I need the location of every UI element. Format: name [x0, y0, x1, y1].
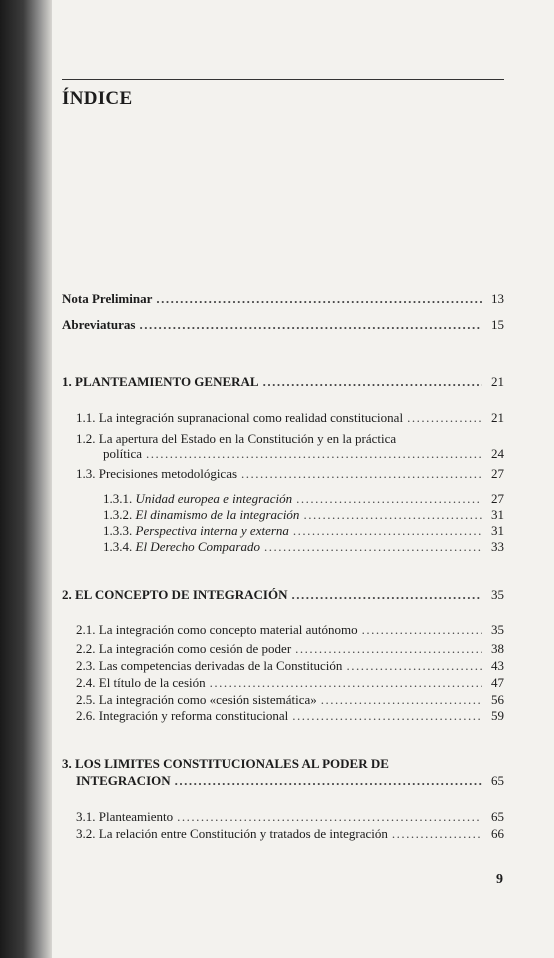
toc-entry-nota: Nota Preliminar ..... 13 [62, 291, 504, 306]
header-rule [62, 79, 504, 80]
toc-section-1-2: 1.2. La apertura del Estado en la Constitución y en la práctica [76, 431, 397, 446]
page-number: 13 [491, 291, 504, 306]
toc-subsection-1-3-3: 1.3.3. Perspectiva interna y externa ..... 31 [103, 523, 504, 538]
toc-chapter-2: 2. EL CONCEPTO DE INTEGRACIÓN ..... 35 [62, 587, 504, 602]
toc-section-2-6: 2.6. Integración y reforma constitucional ..... 59 [76, 708, 504, 723]
toc-chapter-1: 1. PLANTEAMIENTO GENERAL ..... 21 [62, 374, 504, 389]
page-folio: 9 [496, 872, 503, 887]
toc-section-1-3: 1.3. Precisiones metodológicas ..... 27 [76, 466, 504, 481]
toc-entry-abreviaturas: Abreviaturas ..... 15 [62, 317, 504, 332]
page-number: 21 [491, 374, 504, 389]
toc-section-1-2-cont: política ..... 24 [103, 446, 504, 461]
page-title: ÍNDICE [62, 88, 133, 109]
toc-section-3-1: 3.1. Planteamiento ..... 65 [76, 809, 504, 824]
toc-subsection-1-3-2: 1.3.2. El dinamismo de la integración ..... 31 [103, 507, 504, 522]
book-gutter-shadow [0, 0, 52, 958]
toc-subsection-1-3-1: 1.3.1. Unidad europea e integración ..... 27 [103, 491, 504, 506]
page-number: 35 [491, 587, 504, 602]
toc-chapter-3-cont: INTEGRACION ..... 65 [76, 773, 504, 788]
toc-section-1-1: 1.1. La integración supranacional como realidad constitucional ..... 21 [76, 410, 504, 425]
toc-section-2-3: 2.3. Las competencias derivadas de la Constitución ..... 43 [76, 658, 504, 673]
toc-section-2-5: 2.5. La integración como «cesión sistemática» ..... 56 [76, 692, 504, 707]
toc-chapter-3: 3. LOS LIMITES CONSTITUCIONALES AL PODER DE [62, 756, 389, 771]
toc-section-3-2: 3.2. La relación entre Constitución y tratados de integración ..... 66 [76, 826, 504, 841]
page-number: 65 [491, 773, 504, 788]
toc-subsection-1-3-4: 1.3.4. El Derecho Comparado ..... 33 [103, 539, 504, 554]
page-number: 15 [491, 317, 504, 332]
toc-section-2-4: 2.4. El título de la cesión ..... 47 [76, 675, 504, 690]
toc-section-2-1: 2.1. La integración como concepto material autónomo ..... 35 [76, 622, 504, 637]
toc-section-2-2: 2.2. La integración como cesión de poder ..... 38 [76, 641, 504, 656]
